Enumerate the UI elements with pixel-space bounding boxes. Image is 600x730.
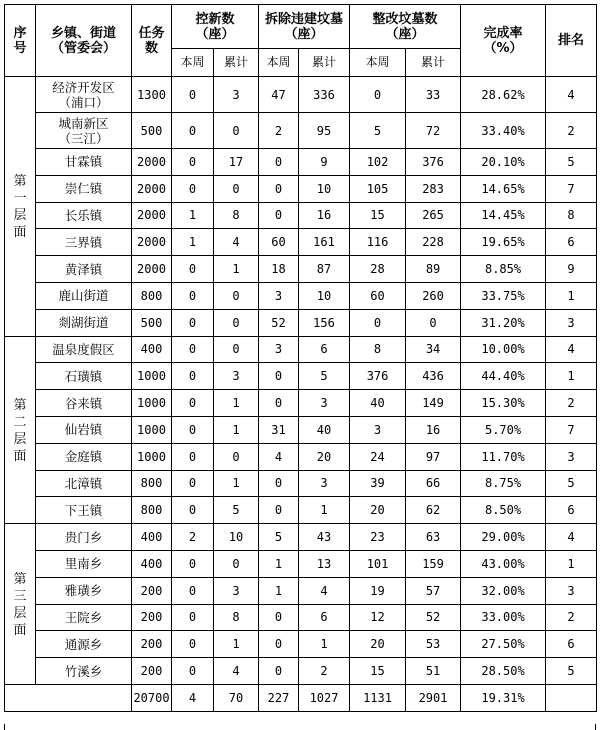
rectify-week-cell: 60: [350, 282, 406, 309]
rank-cell: 3: [546, 577, 597, 604]
rectify-week-cell: 20: [350, 631, 406, 658]
dig-new-week-cell: 0: [172, 149, 214, 176]
rectify-week-cell: 0: [350, 309, 406, 336]
dig-new-total-cell: 10: [214, 524, 259, 551]
rectify-total-cell: 228: [406, 229, 461, 256]
table-row: [5, 550, 597, 577]
header-demolish: 拆除违建坟墓 （座）: [259, 5, 350, 49]
demolish-week-cell: 0: [259, 604, 299, 631]
demolish-week-cell: 0: [259, 149, 299, 176]
rectify-total-cell: 16: [406, 416, 461, 443]
rectify-week-cell: 0: [350, 77, 406, 113]
rectify-week-cell: 39: [350, 470, 406, 497]
header-rate: 完成率 （%）: [461, 5, 546, 77]
task-cell: 2000: [132, 202, 172, 229]
dig-new-week-cell: 0: [172, 113, 214, 149]
group-label: 第 三 层 面: [5, 524, 36, 685]
rank-cell: 5: [546, 658, 597, 685]
town-cell: 三界镇: [36, 229, 132, 256]
dig-new-week-cell: 1: [172, 202, 214, 229]
demolish-week-cell: 31: [259, 416, 299, 443]
table-row: [5, 524, 597, 551]
rectify-total-cell: 89: [406, 256, 461, 283]
dig-new-week-cell: 0: [172, 497, 214, 524]
rank-cell: 5: [546, 470, 597, 497]
rectify-total-cell: 53: [406, 631, 461, 658]
town-cell: 长乐镇: [36, 202, 132, 229]
table-row: [5, 202, 597, 229]
rate-cell: 8.85%: [461, 256, 546, 283]
town-cell: 仙岩镇: [36, 416, 132, 443]
task-cell: 400: [132, 524, 172, 551]
dig-new-total-cell: 1: [214, 470, 259, 497]
task-cell: 800: [132, 497, 172, 524]
table-row: [5, 309, 597, 336]
dig-new-week-cell: 0: [172, 658, 214, 685]
rank-cell: 1: [546, 282, 597, 309]
rectify-total-cell: 260: [406, 282, 461, 309]
total-rectify-week-cell: 1131: [350, 684, 406, 711]
task-cell: 1300: [132, 77, 172, 113]
demolish-total-cell: 43: [299, 524, 350, 551]
dig-new-total-cell: 4: [214, 229, 259, 256]
total-task-cell: 20700: [132, 684, 172, 711]
demolish-total-cell: 87: [299, 256, 350, 283]
header-rank: 排名: [546, 5, 597, 77]
town-cell: 甘霖镇: [36, 149, 132, 176]
rectify-week-cell: 101: [350, 550, 406, 577]
dig-new-week-cell: 0: [172, 282, 214, 309]
table-row: [5, 336, 597, 363]
dig-new-total-cell: 1: [214, 416, 259, 443]
total-row: [5, 684, 597, 711]
total-rectify-total-cell: 2901: [406, 684, 461, 711]
demolish-week-cell: 0: [259, 390, 299, 417]
dig-new-total-cell: 5: [214, 497, 259, 524]
dig-new-total-cell: 8: [214, 604, 259, 631]
total-dig-new-week-cell: 4: [172, 684, 214, 711]
rate-cell: 33.40%: [461, 113, 546, 149]
rectify-week-cell: 40: [350, 390, 406, 417]
demolish-week-cell: 52: [259, 309, 299, 336]
task-cell: 2000: [132, 229, 172, 256]
header-town: 乡镇、街道 （管委会）: [36, 5, 132, 77]
table-header: [5, 5, 597, 77]
demolish-week-cell: 0: [259, 470, 299, 497]
task-cell: 1000: [132, 390, 172, 417]
dig-new-week-cell: 0: [172, 604, 214, 631]
total-dig-new-total-cell: 70: [214, 684, 259, 711]
rate-cell: 15.30%: [461, 390, 546, 417]
demolish-total-cell: 10: [299, 175, 350, 202]
rate-cell: 28.62%: [461, 77, 546, 113]
task-cell: 500: [132, 113, 172, 149]
dig-new-week-cell: 0: [172, 363, 214, 390]
dig-new-total-cell: 1: [214, 256, 259, 283]
rectify-week-cell: 20: [350, 497, 406, 524]
rate-cell: 33.00%: [461, 604, 546, 631]
dig-new-week-cell: 0: [172, 577, 214, 604]
rate-cell: 11.70%: [461, 443, 546, 470]
rectify-week-cell: 3: [350, 416, 406, 443]
dig-new-week-cell: 0: [172, 631, 214, 658]
rectify-total-cell: 52: [406, 604, 461, 631]
town-cell: 下王镇: [36, 497, 132, 524]
demolish-total-cell: 1: [299, 497, 350, 524]
total-label: [5, 684, 132, 711]
town-cell: 雅璜乡: [36, 577, 132, 604]
rectify-total-cell: 149: [406, 390, 461, 417]
task-cell: 1000: [132, 416, 172, 443]
rate-cell: 31.20%: [461, 309, 546, 336]
table-row: [5, 229, 597, 256]
statistics-table: [4, 4, 597, 712]
dig-new-total-cell: 17: [214, 149, 259, 176]
rate-cell: 32.00%: [461, 577, 546, 604]
rank-cell: 4: [546, 336, 597, 363]
demolish-week-cell: 0: [259, 497, 299, 524]
dig-new-week-cell: 0: [172, 390, 214, 417]
task-cell: 500: [132, 309, 172, 336]
rectify-total-cell: 159: [406, 550, 461, 577]
rectify-week-cell: 116: [350, 229, 406, 256]
task-cell: 2000: [132, 149, 172, 176]
table-row: [5, 77, 597, 113]
dig-new-week-cell: 0: [172, 309, 214, 336]
dig-new-week-cell: 0: [172, 470, 214, 497]
rank-cell: 6: [546, 631, 597, 658]
rank-cell: 3: [546, 443, 597, 470]
header-task: 任务 数: [132, 5, 172, 77]
rectify-week-cell: 12: [350, 604, 406, 631]
demolish-week-cell: 60: [259, 229, 299, 256]
rate-cell: 29.00%: [461, 524, 546, 551]
table-row: [5, 416, 597, 443]
rate-cell: 43.00%: [461, 550, 546, 577]
dig-new-total-cell: 0: [214, 336, 259, 363]
rectify-week-cell: 5: [350, 113, 406, 149]
rectify-total-cell: 62: [406, 497, 461, 524]
town-cell: 北漳镇: [36, 470, 132, 497]
town-cell: 经济开发区 （浦口）: [36, 77, 132, 113]
table-row: [5, 497, 597, 524]
demolish-total-cell: 161: [299, 229, 350, 256]
total-demolish-total-cell: 1027: [299, 684, 350, 711]
header-rectify-week: 本周: [350, 49, 406, 77]
town-cell: 城南新区 （三江）: [36, 113, 132, 149]
table-row: [5, 577, 597, 604]
dig-new-week-cell: 0: [172, 443, 214, 470]
rank-cell: 8: [546, 202, 597, 229]
task-cell: 1000: [132, 363, 172, 390]
rate-cell: 28.50%: [461, 658, 546, 685]
rank-cell: 2: [546, 604, 597, 631]
rectify-week-cell: 8: [350, 336, 406, 363]
town-cell: 石璜镇: [36, 363, 132, 390]
dig-new-total-cell: 0: [214, 282, 259, 309]
rectify-total-cell: 33: [406, 77, 461, 113]
demolish-week-cell: 0: [259, 202, 299, 229]
dig-new-total-cell: 8: [214, 202, 259, 229]
table-row: [5, 175, 597, 202]
rank-cell: 3: [546, 309, 597, 336]
rate-cell: 10.00%: [461, 336, 546, 363]
town-cell: 黄泽镇: [36, 256, 132, 283]
task-cell: 2000: [132, 175, 172, 202]
rectify-week-cell: 19: [350, 577, 406, 604]
rectify-total-cell: 436: [406, 363, 461, 390]
demolish-week-cell: 0: [259, 175, 299, 202]
task-cell: 400: [132, 550, 172, 577]
rate-cell: 5.70%: [461, 416, 546, 443]
demolish-week-cell: 1: [259, 550, 299, 577]
rectify-total-cell: 97: [406, 443, 461, 470]
table-body: [5, 77, 597, 712]
demolish-week-cell: 5: [259, 524, 299, 551]
demolish-week-cell: 0: [259, 631, 299, 658]
header-rectify: 整改坟墓数 （座）: [350, 5, 461, 49]
header-dig-new: 控新数 （座）: [172, 5, 259, 49]
rate-cell: 19.65%: [461, 229, 546, 256]
demolish-total-cell: 9: [299, 149, 350, 176]
town-cell: 竹溪乡: [36, 658, 132, 685]
demolish-total-cell: 10: [299, 282, 350, 309]
group-label: 第 二 层 面: [5, 336, 36, 524]
rectify-total-cell: 265: [406, 202, 461, 229]
rate-cell: 8.50%: [461, 497, 546, 524]
table-row: [5, 149, 597, 176]
demolish-total-cell: 16: [299, 202, 350, 229]
dig-new-total-cell: 3: [214, 363, 259, 390]
rank-cell: 7: [546, 175, 597, 202]
rank-cell: 2: [546, 390, 597, 417]
rectify-week-cell: 15: [350, 202, 406, 229]
dig-new-total-cell: 4: [214, 658, 259, 685]
dig-new-total-cell: 1: [214, 390, 259, 417]
town-cell: 金庭镇: [36, 443, 132, 470]
demolish-week-cell: 4: [259, 443, 299, 470]
rectify-total-cell: 63: [406, 524, 461, 551]
demolish-total-cell: 40: [299, 416, 350, 443]
rectify-week-cell: 105: [350, 175, 406, 202]
demolish-total-cell: 336: [299, 77, 350, 113]
rate-cell: 14.45%: [461, 202, 546, 229]
rectify-week-cell: 28: [350, 256, 406, 283]
demolish-week-cell: 3: [259, 336, 299, 363]
dig-new-week-cell: 1: [172, 229, 214, 256]
task-cell: 2000: [132, 256, 172, 283]
rank-cell: 1: [546, 550, 597, 577]
header-dig-new-total: 累计: [214, 49, 259, 77]
town-cell: 里南乡: [36, 550, 132, 577]
demolish-total-cell: 6: [299, 336, 350, 363]
task-cell: 200: [132, 658, 172, 685]
dig-new-week-cell: 0: [172, 416, 214, 443]
demolish-total-cell: 6: [299, 604, 350, 631]
dig-new-total-cell: 3: [214, 577, 259, 604]
rectify-total-cell: 0: [406, 309, 461, 336]
dig-new-total-cell: 0: [214, 309, 259, 336]
demolish-week-cell: 2: [259, 113, 299, 149]
rank-cell: 2: [546, 113, 597, 149]
rank-cell: 1: [546, 363, 597, 390]
rate-cell: 8.75%: [461, 470, 546, 497]
dig-new-week-cell: 0: [172, 550, 214, 577]
demolish-week-cell: 1: [259, 577, 299, 604]
task-cell: 800: [132, 470, 172, 497]
table-row: [5, 631, 597, 658]
town-cell: 温泉度假区: [36, 336, 132, 363]
task-cell: 200: [132, 631, 172, 658]
task-cell: 1000: [132, 443, 172, 470]
table-footer-strip: [4, 724, 596, 730]
demolish-week-cell: 18: [259, 256, 299, 283]
rectify-week-cell: 376: [350, 363, 406, 390]
demolish-total-cell: 2: [299, 658, 350, 685]
total-rate-cell: 19.31%: [461, 684, 546, 711]
town-cell: 贵门乡: [36, 524, 132, 551]
dig-new-total-cell: 3: [214, 77, 259, 113]
town-cell: 崇仁镇: [36, 175, 132, 202]
table-row: [5, 443, 597, 470]
dig-new-week-cell: 0: [172, 77, 214, 113]
table-row: [5, 470, 597, 497]
rectify-total-cell: 34: [406, 336, 461, 363]
header-rectify-total: 累计: [406, 49, 461, 77]
demolish-total-cell: 3: [299, 390, 350, 417]
rectify-total-cell: 72: [406, 113, 461, 149]
rank-cell: 4: [546, 524, 597, 551]
rank-cell: 7: [546, 416, 597, 443]
demolish-total-cell: 5: [299, 363, 350, 390]
rank-cell: 6: [546, 229, 597, 256]
dig-new-total-cell: 0: [214, 175, 259, 202]
demolish-total-cell: 13: [299, 550, 350, 577]
demolish-week-cell: 0: [259, 658, 299, 685]
demolish-week-cell: 0: [259, 363, 299, 390]
rectify-total-cell: 57: [406, 577, 461, 604]
task-cell: 200: [132, 604, 172, 631]
town-cell: 通源乡: [36, 631, 132, 658]
demolish-total-cell: 156: [299, 309, 350, 336]
town-cell: 鹿山街道: [36, 282, 132, 309]
rectify-week-cell: 15: [350, 658, 406, 685]
town-cell: 剡湖街道: [36, 309, 132, 336]
rectify-total-cell: 376: [406, 149, 461, 176]
rectify-week-cell: 24: [350, 443, 406, 470]
total-rank-cell: [546, 684, 597, 711]
rank-cell: 4: [546, 77, 597, 113]
task-cell: 400: [132, 336, 172, 363]
table-row: [5, 282, 597, 309]
rectify-total-cell: 283: [406, 175, 461, 202]
rectify-week-cell: 102: [350, 149, 406, 176]
rate-cell: 14.65%: [461, 175, 546, 202]
dig-new-week-cell: 0: [172, 336, 214, 363]
rank-cell: 9: [546, 256, 597, 283]
demolish-total-cell: 1: [299, 631, 350, 658]
rate-cell: 33.75%: [461, 282, 546, 309]
dig-new-week-cell: 2: [172, 524, 214, 551]
table-row: [5, 658, 597, 685]
demolish-total-cell: 4: [299, 577, 350, 604]
rate-cell: 20.10%: [461, 149, 546, 176]
town-cell: 谷来镇: [36, 390, 132, 417]
rank-cell: 6: [546, 497, 597, 524]
demolish-week-cell: 47: [259, 77, 299, 113]
rank-cell: 5: [546, 149, 597, 176]
table-row: [5, 390, 597, 417]
rectify-total-cell: 66: [406, 470, 461, 497]
group-label: 第 一 层 面: [5, 77, 36, 337]
demolish-total-cell: 3: [299, 470, 350, 497]
total-demolish-week-cell: 227: [259, 684, 299, 711]
rate-cell: 27.50%: [461, 631, 546, 658]
task-cell: 200: [132, 577, 172, 604]
rectify-week-cell: 23: [350, 524, 406, 551]
header-demolish-week: 本周: [259, 49, 299, 77]
dig-new-total-cell: 0: [214, 443, 259, 470]
rectify-total-cell: 51: [406, 658, 461, 685]
header-demolish-total: 累计: [299, 49, 350, 77]
header-dig-new-week: 本周: [172, 49, 214, 77]
dig-new-week-cell: 0: [172, 256, 214, 283]
dig-new-week-cell: 0: [172, 175, 214, 202]
rate-cell: 44.40%: [461, 363, 546, 390]
task-cell: 800: [132, 282, 172, 309]
demolish-total-cell: 20: [299, 443, 350, 470]
dig-new-total-cell: 0: [214, 113, 259, 149]
dig-new-total-cell: 1: [214, 631, 259, 658]
table-row: [5, 113, 597, 149]
demolish-week-cell: 3: [259, 282, 299, 309]
demolish-total-cell: 95: [299, 113, 350, 149]
dig-new-total-cell: 0: [214, 550, 259, 577]
table-row: [5, 363, 597, 390]
town-cell: 王院乡: [36, 604, 132, 631]
table-row: [5, 256, 597, 283]
header-seq: 序 号: [5, 5, 36, 77]
table-row: [5, 604, 597, 631]
